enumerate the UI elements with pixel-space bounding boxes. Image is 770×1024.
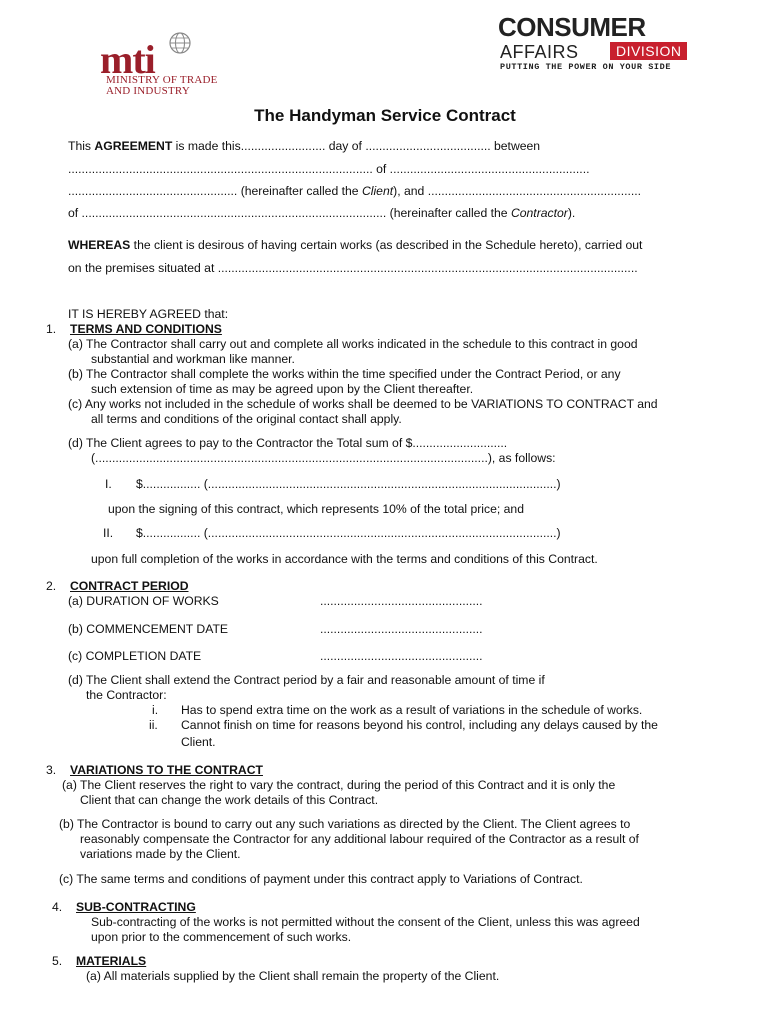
globe-icon xyxy=(168,31,192,55)
s3-a-line-2: Client that can change the work details of this Contract. xyxy=(80,793,379,807)
s2-d-line-2: the Contractor: xyxy=(86,688,167,702)
section-2-heading: CONTRACT PERIOD xyxy=(70,579,189,593)
intro-line-1: This AGREEMENT is made this......................... day of ..................................... between xyxy=(68,139,541,153)
s2-completion-blank: ................................................ xyxy=(320,649,483,663)
ca-logo-division: DIVISION xyxy=(610,42,687,60)
s3-b-line-2: reasonably compensate the Contractor for any additional labour required of the Contractor as a result of xyxy=(80,832,639,846)
s2-d-ii-number: ii. xyxy=(149,718,158,732)
s3-b-line-1: (b) The Contractor is bound to carry out any such variations as directed by the Client. The Client agrees to xyxy=(59,817,631,831)
mti-logo xyxy=(100,28,250,98)
s4-line-1: Sub-contracting of the works is not permitted without the consent of the Client, unless this was agreed xyxy=(91,915,640,929)
s1-b-line-2: such extension of time as may be agreed upon by the Client thereafter. xyxy=(91,382,474,396)
agreed-line: IT IS HEREBY AGREED that: xyxy=(68,307,229,321)
s2-duration-blank: ................................................ xyxy=(320,594,483,608)
s3-b-line-3: variations made by the Client. xyxy=(80,847,241,861)
s2-d-ii-text: Cannot finish on time for reasons beyond his control, including any delays caused by the xyxy=(181,718,658,732)
ca-logo-top: CONSUMER xyxy=(498,12,646,42)
page-title: The Handyman Service Contract xyxy=(254,106,516,125)
s2-d-i-text: Has to spend extra time on the work as a result of variations in the schedule of works. xyxy=(181,703,643,717)
s1-payment-ii-note: upon full completion of the works in accordance with the terms and conditions of this Contract. xyxy=(91,552,598,566)
s3-c-line-1: (c) The same terms and conditions of payment under this contract apply to Variations of Contract. xyxy=(59,872,583,886)
s2-completion-label: (c) COMPLETION DATE xyxy=(68,649,202,663)
intro-line-4: of .......................................................................................... (hereinafter called the Contractor). xyxy=(68,206,576,220)
s1-d-line-2: (....................................................................................................................), as follows: xyxy=(91,451,556,465)
s1-a-line-2: substantial and workman like manner. xyxy=(91,352,295,366)
s2-duration-label: (a) DURATION OF WORKS xyxy=(68,594,219,608)
s1-payment-ii-amount: $................. (.......................................................................................................) xyxy=(136,526,561,540)
mti-line-1: MINISTRY OF TRADE xyxy=(106,74,218,86)
s1-payment-ii-number: II. xyxy=(103,526,114,540)
section-3-heading: VARIATIONS TO THE CONTRACT xyxy=(70,763,263,777)
s4-line-2: upon prior to the commencement of such works. xyxy=(91,930,352,944)
intro-line-3: .................................................. (hereinafter called the Client), and ............................................................... xyxy=(68,184,642,198)
s1-c-line-1: (c) Any works not included in the schedule of works shall be deemed to be VARIATIONS TO CONTRACT and xyxy=(68,397,658,411)
section-1-number: 1. xyxy=(46,322,57,336)
whereas-clause: WHEREAS the client is desirous of having certain works (as described in the Schedule hereto), carried out xyxy=(68,238,643,252)
ca-logo-tagline: PUTTING THE POWER ON YOUR SIDE xyxy=(500,62,672,72)
s5-a-line-1: (a) All materials supplied by the Client shall remain the property of the Client. xyxy=(86,969,500,983)
s1-d-line-1: (d) The Client agrees to pay to the Contractor the Total sum of $............................ xyxy=(68,436,508,450)
s2-commencement-blank: ................................................ xyxy=(320,622,483,636)
section-5-heading: MATERIALS xyxy=(76,954,147,968)
section-5-number: 5. xyxy=(52,954,63,968)
section-3-number: 3. xyxy=(46,763,57,777)
section-1-heading: TERMS AND CONDITIONS xyxy=(70,322,222,336)
s3-a-line-1: (a) The Client reserves the right to vary the contract, during the period of this Contract and it is only the xyxy=(62,778,616,792)
premises-line: on the premises situated at ............................................................................................................................ xyxy=(68,261,638,275)
s1-payment-i-number: I. xyxy=(105,477,112,491)
s2-commencement-label: (b) COMMENCEMENT DATE xyxy=(68,622,229,636)
s2-d-i-number: i. xyxy=(152,703,159,717)
mti-line-2: AND INDUSTRY xyxy=(106,85,190,97)
ca-logo-affairs: AFFAIRS xyxy=(500,42,579,62)
s1-c-line-2: all terms and conditions of the original contact shall apply. xyxy=(91,412,402,426)
s1-b-line-1: (b) The Contractor shall complete the works within the time specified under the Contract Period, or any xyxy=(68,367,621,381)
consumer-affairs-logo xyxy=(498,12,698,72)
section-4-number: 4. xyxy=(52,900,63,914)
s1-a-line-1: (a) The Contractor shall carry out and complete all works indicated in the schedule to this contract in good xyxy=(68,337,638,351)
mti-logo-word: mti xyxy=(100,37,155,82)
section-2-number: 2. xyxy=(46,579,57,593)
s1-payment-i-note: upon the signing of this contract, which represents 10% of the total price; and xyxy=(108,502,524,516)
section-4-heading: SUB-CONTRACTING xyxy=(76,900,196,914)
s1-payment-i-amount: $................. (.......................................................................................................) xyxy=(136,477,561,491)
s2-d-ii-text-2: Client. xyxy=(181,735,216,749)
intro-line-2: .......................................................................................... of ........................................................... xyxy=(68,162,590,176)
s2-d-line-1: (d) The Client shall extend the Contract period by a fair and reasonable amount of time if xyxy=(68,673,545,687)
